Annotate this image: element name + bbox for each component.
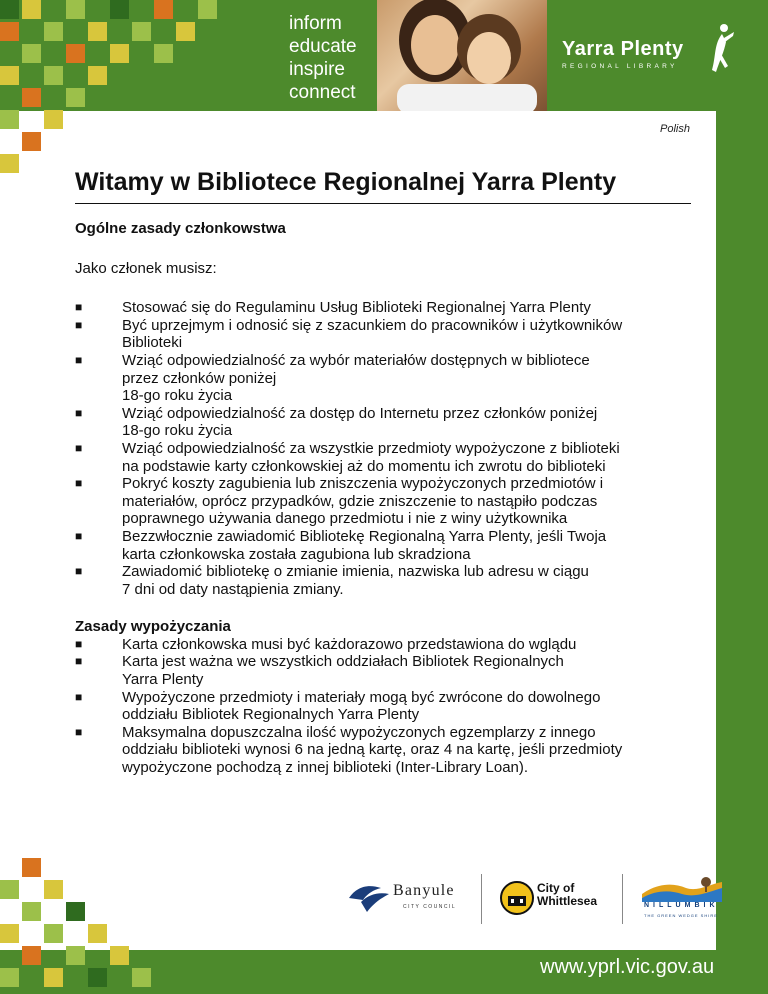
- tagline: [289, 12, 357, 104]
- section-heading-borrowing: Zasady wypożyczania: [75, 618, 231, 636]
- bullet-icon: ■: [75, 405, 83, 420]
- logo-divider: [481, 874, 482, 924]
- bullet-icon: ■: [75, 528, 83, 543]
- header-photo: [377, 0, 547, 111]
- list-item: ■ Być uprzejmym i odnosić się z szacunkiem do pracowników i użytkowników Biblioteki: [75, 316, 623, 352]
- bullet-icon: ■: [75, 724, 83, 739]
- bullet-icon: ■: [75, 654, 83, 669]
- list-item: ■ Pokryć koszty zagubienia lub zniszczenia wypożyczonych przedmiotów i materiałów, oprócz przypadków, gdzie zniszczenie to nastąpiło podczas poprawnego używania danego przedmiotu i nie z winy użytkownika: [75, 475, 604, 528]
- banyule-logo-subtitle: CITY COUNCIL: [403, 904, 457, 910]
- nillumbik-logo-name: NILLUMBIK: [644, 902, 719, 909]
- list-item: ■ Stosować się do Regulaminu Usług Biblioteki Regionalnej Yarra Plenty: [75, 299, 591, 317]
- tagline-word: inform: [289, 13, 342, 34]
- language-label: Polish: [660, 123, 690, 135]
- list-item: ■ Wziąć odpowiedzialność za wybór materiałów dostępnych w bibliotece przez członków poniżej 18-go roku życia: [75, 351, 590, 405]
- bullet-icon: ■: [75, 317, 83, 332]
- list-item: ■ Wziąć odpowiedzialność za dostęp do Internetu przez członków poniżej 18-go roku życia: [75, 404, 598, 440]
- section-heading-membership: Ogólne zasady członkowstwa: [75, 220, 286, 237]
- tagline-word: educate: [289, 36, 357, 57]
- borrowing-rules-list: [75, 636, 705, 777]
- library-figure-icon: [706, 22, 736, 78]
- tagline-word: inspire: [289, 59, 345, 80]
- page-title: Witamy w Bibliotece Regionalnej Yarra Plenty: [75, 168, 691, 204]
- right-border: [716, 0, 768, 994]
- list-item: ■ Maksymalna dopuszczalna ilość wypożyczonych egzemplarzy z innego oddziału biblioteki wynosi 6 na jedną kartę, oraz 4 na kartę, jeśli przedmioty wypożyczone pochodzą z innej biblioteki (Inter-Library Loan).: [75, 723, 623, 777]
- bullet-icon: ■: [75, 564, 83, 579]
- bullet-icon: ■: [75, 300, 83, 315]
- banyule-logo-name: Banyule: [393, 882, 455, 899]
- list-item: ■ Zawiadomić bibliotekę o zmianie imienia, nazwiska lub adresu w ciągu 7 dni od daty nastąpienia zmiany.: [75, 563, 589, 598]
- list-item: ■ Wypożyczone przedmioty i materiały mogą być zwrócone do dowolnego oddziału Bibliotek Regionalnych Yarra Plenty: [75, 688, 601, 724]
- whittlesea-logo-text: City of Whittlesea: [537, 881, 598, 908]
- nillumbik-landscape-icon: [642, 876, 722, 902]
- logo-subtitle: REGIONAL LIBRARY: [562, 63, 678, 70]
- intro-text: Jako członek musisz:: [75, 259, 217, 277]
- bullet-icon: ■: [75, 440, 83, 455]
- footer-url[interactable]: www.yprl.vic.gov.au: [540, 956, 715, 978]
- nillumbik-logo-subtitle: THE GREEN WEDGE SHIRE: [644, 913, 718, 918]
- document-body: [75, 220, 705, 777]
- list-item: ■ Wziąć odpowiedzialność za wszystkie przedmioty wypożyczone z biblioteki na podstawie karty członkowskiej aż do momentu ich zwrotu do biblioteki: [75, 439, 620, 475]
- partner-logos: [345, 872, 725, 928]
- logo-divider: [622, 874, 623, 924]
- bullet-icon: ■: [75, 689, 83, 704]
- whittlesea-emblem-icon: [500, 880, 534, 916]
- bullet-icon: ■: [75, 476, 83, 491]
- yarra-plenty-logo: [562, 38, 684, 70]
- bullet-icon: ■: [75, 636, 83, 651]
- list-item: ■ Karta jest ważna we wszystkich oddziałach Bibliotek Regionalnych Yarra Plenty: [75, 653, 564, 689]
- logo-name: Yarra Plenty: [562, 38, 684, 60]
- membership-rules-list: [75, 299, 705, 598]
- bullet-icon: ■: [75, 352, 83, 367]
- banyule-bird-icon: [347, 880, 391, 914]
- list-item: ■ Karta członkowska musi być każdorazowo przedstawiona do wglądu: [75, 635, 577, 653]
- list-item: ■ Bezzwłocznie zawiadomić Bibliotekę Regionalną Yarra Plenty, jeśli Twoja karta członkowska została zagubiona lub skradziona: [75, 527, 607, 563]
- tagline-word: connect: [289, 82, 356, 103]
- family-photo-illustration: [377, 0, 547, 111]
